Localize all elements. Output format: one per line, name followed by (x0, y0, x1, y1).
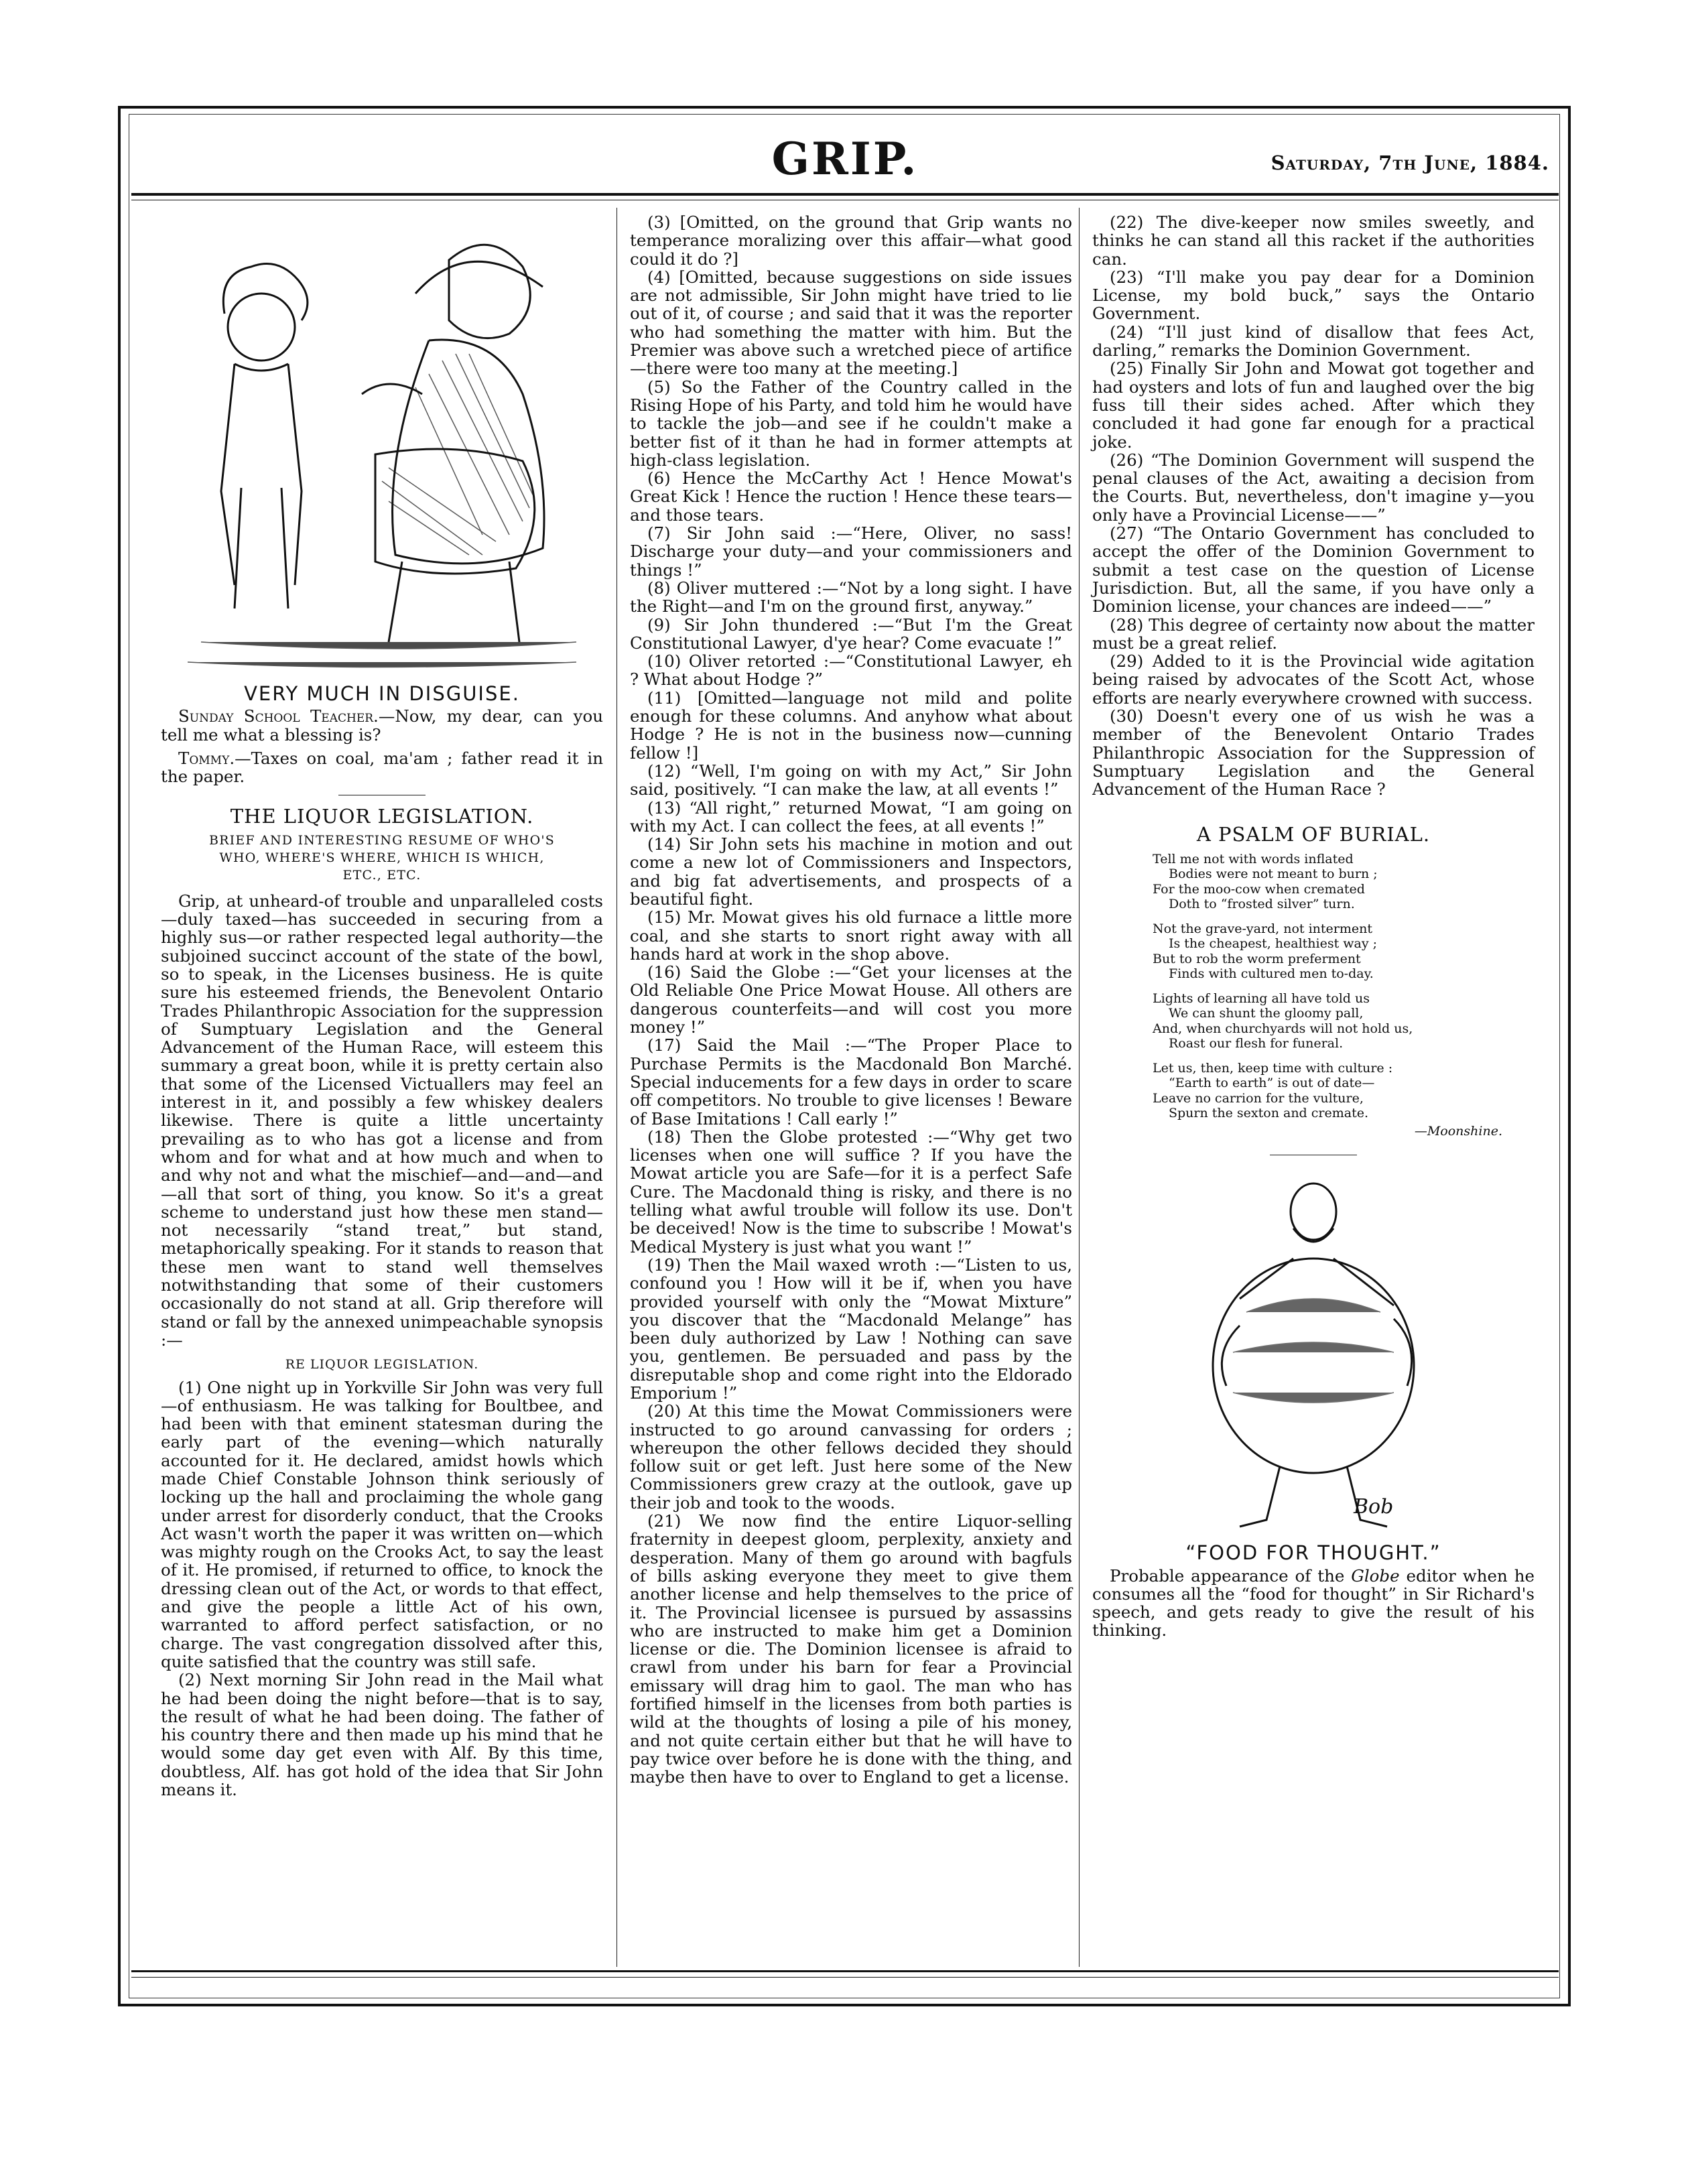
poem-line: But to rob the worm preferment (1153, 951, 1361, 966)
article-paragraph: (5) So the Father of the Country called in the Rising Hope of his Party, and told him he would have to tackle the job—and see if he couldn't make a better fist of it than he had in former attempts at high-class legislation. (630, 377, 1072, 470)
poem-line: And, when churchyards will not hold us, (1153, 1021, 1413, 1036)
article-paragraph: (7) Sir John said :—“Here, Oliver, no sass! Discharge your duty—and your commissioners and things !” (630, 523, 1072, 580)
poem-line: Bodies were not meant to burn ; (1169, 866, 1378, 882)
caption-text: editor when he consumes all the “food for thought” in Sir Richard's speech, and gets ready to give the result of his thinking. (1092, 1565, 1535, 1641)
article-paragraph: (26) “The Dominion Government will suspend the penal clauses of the Act, awaiting a decision from the Courts. But, nevertheless, don't imagine y—you only have a Provincial License——” (1092, 450, 1535, 525)
article-paragraph: (22) The dive-keeper now smiles sweetly, and thinks he can stand all this racket if the authorities can. (1092, 212, 1535, 269)
article-paragraph: (24) “I'll just kind of disallow that fees Act, darling,” remarks the Dominion Government. (1092, 322, 1535, 361)
artist-signature: Bob (1354, 1495, 1394, 1519)
poem-line: For the moo-cow when cremated (1153, 881, 1365, 897)
article-title: THE LIQUOR LEGISLATION. (230, 805, 534, 828)
cartoon-food-for-thought (1092, 1165, 1535, 1540)
issue-date: Saturday, 7th June, 1884. (1271, 151, 1549, 174)
article-paragraph: (21) We now find the entire Liquor-selling fraternity in deepest gloom, perplexity, anxiety and desperation. Many of them go around with bagfuls of bills asking everyone they meet to give them another license and help themselves to the price of it. The Provincial licensee is pursued by assassins who are instructed to make him get a Dominion license or die. The Dominion licensee is afraid to crawl from under his barn for fear a Provincial emissary will drag him to gaol. The man who has fortified himself in the licenses from both parties is wild at the thoughts of losing a pile of his money, and not quite certain either but that he will have to pay twice over before he is done with the thing, and maybe then have to over to England to get a license. (630, 1511, 1072, 1787)
column-divider (1079, 208, 1080, 1967)
masthead (131, 131, 1559, 192)
column-3 (1092, 213, 1535, 1640)
poem-stanza (1153, 921, 1535, 982)
article-paragraph: (10) Oliver retorted :—“Constitutional Lawyer, eh ? What about Hodge ?” (630, 651, 1072, 690)
poem-line: Is the cheapest, healthiest way ; (1169, 936, 1378, 952)
article-paragraph: (3) [Omitted, on the ground that Grip wants no temperance moralizing over this affair—what good could it do ?] (630, 212, 1072, 269)
dialogue-speaker: Tommy. (178, 748, 235, 768)
article-paragraph: (6) Hence the McCarthy Act ! Hence Mowat's Great Kick ! Hence the ruction ! Hence these tears—and those tears. (630, 468, 1072, 525)
poem-signature: —Moonshine. (1414, 1123, 1502, 1139)
poem (1153, 852, 1535, 1139)
poem-stanza (1153, 1061, 1535, 1121)
article-paragraph: (30) Doesn't every one of us wish he was a member of the Benevolent Ontario Trades Philanthropic Association for the Suppression of Sumptuary Legislation and the General Advancement of the Human Race ? (1092, 706, 1535, 799)
poem-line: Finds with cultured men to-day. (1169, 966, 1374, 982)
article-paragraph: (11) [Omitted—language not mild and polite enough for these columns. And anyhow what about Hodge ? He is not in the business now—cunning fellow !] (630, 688, 1072, 763)
cartoon-title: “FOOD FOR THOUGHT.” (1185, 1541, 1441, 1565)
article-paragraph: (20) At this time the Mowat Commissioners were instructed to go around canvassing for orders ; whereupon the other fellows decided they should follow suit or get left. Just here some of the New Commissioners grew crazy at the outlook, gave up their job and took to the woods. (630, 1401, 1072, 1513)
article-paragraph: (2) Next morning Sir John read in the Mail what he had been doing the night before—that is to say, the result of what he had been doing. The father of his country there and then made up his mind that he would some day get even with Alf. By this time, doubtless, Alf. has got hold of the idea that Sir John means it. (161, 1670, 603, 1800)
article-paragraph: (14) Sir John sets his machine in motion and out come a new lot of Commissioners and Inspectors, and big fat advertisements, and prospects of a beautiful fight. (630, 834, 1072, 909)
dialogue-speaker: Sunday School Teacher. (178, 706, 379, 726)
poem-line: Tell me not with words inflated (1153, 851, 1354, 866)
cartoon-food-for-thought-drawing (1092, 1165, 1535, 1540)
cartoon-sunday-school-drawing (161, 213, 603, 682)
article-paragraph: (17) Said the Mail :—“The Proper Place to Purchase Permits is the Macdonald Bon Marché. Special inducements for a few days in order to scare off competitors. No trouble to give licenses ! Beware of Base Imitations ! Call early !” (630, 1035, 1072, 1129)
poem-line: Lights of learning all have told us (1153, 990, 1370, 1006)
poem-line: Not the grave-yard, not interment (1153, 921, 1373, 936)
poem-line: Doth to “frosted silver” turn. (1169, 897, 1355, 912)
article-paragraph: (8) Oliver muttered :—“Not by a long sight. I have the Right—and I'm on the ground first, anyway.” (630, 578, 1072, 617)
column-1 (161, 213, 603, 1799)
poem-title: A PSALM OF BURIAL. (1196, 822, 1431, 846)
article-paragraph: (28) This degree of certainty now about the matter must be a great relief. (1092, 615, 1535, 653)
article-paragraph: (15) Mr. Mowat gives his old furnace a little more coal, and she starts to snort right away with all hands hard at work in the shop above. (630, 907, 1072, 964)
newspaper-title: GRIP. (771, 133, 919, 185)
article-paragraph: (12) “Well, I'm going on with my Act,” Sir John said, positively. “I can make the law, at all events !” (630, 761, 1072, 799)
poem-line: Spurn the sexton and cremate. (1169, 1106, 1368, 1121)
cartoon-sunday-school (161, 213, 603, 682)
article-paragraph: (1) One night up in Yorkville Sir John was very full—of enthusiasm. He was talking for Boultbee, and had been with that eminent statesman during the early part of the evening—which naturally accounted for it. He declared, amidst howls which made Chief Constable Johnson think seriously of locking up the hall and proclaiming the whole gang under arrest for disorderly conduct, that the Crooks Act wasn't worth the paper it was written on—which was mighty rough on the Crooks Act, to say the least of it. He promised, if returned to office, to knock the dressing clean out of the Act, or words to that effect, and give the people a little Act of his own, warranted to afford perfect satisfaction, or no charge. The vast congregation dissolved after this, quite satisfied that the country was still safe. (161, 1377, 603, 1671)
poem-line: We can shunt the gloomy pall, (1169, 1006, 1364, 1021)
cartoon-caption (1092, 1567, 1535, 1640)
article-paragraph: (18) Then the Globe protested :—“Why get two licenses when one will suffice ? If you have the Mowat article you are Safe—for it is a perfect Safe Cure. The Macdonald thing is risky, and there is no telling what awful trouble will follow its use. Don't be deceived! Now is the time to subscribe ! Mowat's Medical Mystery is just what you want !” (630, 1127, 1072, 1257)
article-paragraph: (9) Sir John thundered :—“But I'm the Great Constitutional Lawyer, d'ye hear? Come evacuate !” (630, 615, 1072, 653)
poem-line: Let us, then, keep time with culture : (1153, 1060, 1393, 1076)
footer-rule (131, 1970, 1559, 1972)
article-paragraph: (4) [Omitted, because suggestions on side issues are not admissible, Sir John might have tried to lie out of it, of course ; and said that it was the reporter who had something the matter with him. But the Premier was above such a wretched piece of artifice—there were too many at the meeting.] (630, 267, 1072, 379)
poem-stanza (1153, 852, 1535, 912)
article-paragraph: (29) Added to it is the Provincial wide agitation being raised by advocates of the Scott Act, whose efforts are nearly everywhere crowned with success. (1092, 651, 1535, 708)
footer-rule-thin (131, 1977, 1559, 1978)
column-divider (616, 208, 617, 1967)
article-paragraph: (23) “I'll make you pay dear for a Dominion License, my bold buck,” says the Ontario Government. (1092, 267, 1535, 324)
column-2 (630, 213, 1072, 1787)
caption-text: Probable appearance of the (1110, 1565, 1352, 1586)
article-paragraph: (16) Said the Globe :—“Get your licenses at the Old Reliable One Price Mowat House. All others are dangerous counterfeits—and will cost you more money !” (630, 962, 1072, 1037)
poem-line: “Earth to earth” is out of date— (1169, 1076, 1375, 1091)
cartoon-title: VERY MUCH IN DISGUISE. (244, 682, 520, 705)
article-intro: Grip, at unheard-of trouble and unparalleled costs—duly taxed—has succeeded in securing from a highly sus—or rather respected legal authority—the subjoined succinct account of the state of the bowl, so to speak, in the Licenses business. He is quite sure his esteemed friends, the Benevolent Ontario Trades Philanthropic Association for the suppression of Sumptuary Legislation and the General Advancement of the Human Race, will esteem this summary a great boon, while it is pretty certain also that some of the Licensed Victuallers may feel an interest in it, and possibly a few whiskey dealers likewise. There is quite a little uncertainty prevailing as to who has got a license and from whom and for what and at how much and when to and why not and what the mischief—and—and—and—all that sort of thing, you know. So it's a great scheme to understand just how these men stand—not necessarily “stand treat,” but stand, metaphorically speaking. For it stands to reason that these men want to stand well themselves notwithstanding that some of their customers occasionally do not stand at all. Grip therefore will stand or fall by the annexed unimpeachable synopsis :— (161, 891, 603, 1350)
caption-newspaper-name: Globe (1351, 1565, 1400, 1586)
article-paragraph: (13) “All right,” returned Mowat, “I am going on with my Act. I can collect the fees, at all events !” (630, 797, 1072, 836)
poem-line: Leave no carrion for the vulture, (1153, 1090, 1364, 1106)
article-subtitle: BRIEF AND INTERESTING RESUME OF WHO'S WHO, WHERE'S WHERE, WHICH IS WHICH, ETC., ETC. (208, 832, 556, 883)
section-heading: RE LIQUOR LEGISLATION. (285, 1357, 479, 1372)
article-paragraph: (19) Then the Mail waxed wroth :—“Listen to us, confound you ! How will it be if, when you have provided yourself with only the “Mowat Mixture” you discover that the “Macdonald Melange” has been duly authorized by Law ! Nothing can save you, gentlemen. Be persuaded and pass by the disreputable shop and come right into the Eldorado Emporium !” (630, 1255, 1072, 1403)
poem-line: Roast our flesh for funeral. (1169, 1036, 1344, 1051)
article-paragraph: (27) “The Ontario Government has concluded to accept the offer of the Dominion Government to submit a test case on the question of License Jurisdiction. But, all the same, if you have only a Dominion license, your chances are indeed——” (1092, 523, 1535, 617)
poem-stanza (1153, 991, 1535, 1051)
article-paragraph: (25) Finally Sir John and Mowat got together and had oysters and lots of fun and laughed over the big fuss till their sides ached. After which they concluded it had gone far enough for a practical joke. (1092, 359, 1535, 452)
dialogue-line: —Taxes on coal, ma'am ; father read it in the paper. (161, 748, 603, 787)
masthead-rule (131, 193, 1559, 196)
dialogue-line: —Now, my dear, can you tell me what a blessing is? (161, 706, 603, 745)
